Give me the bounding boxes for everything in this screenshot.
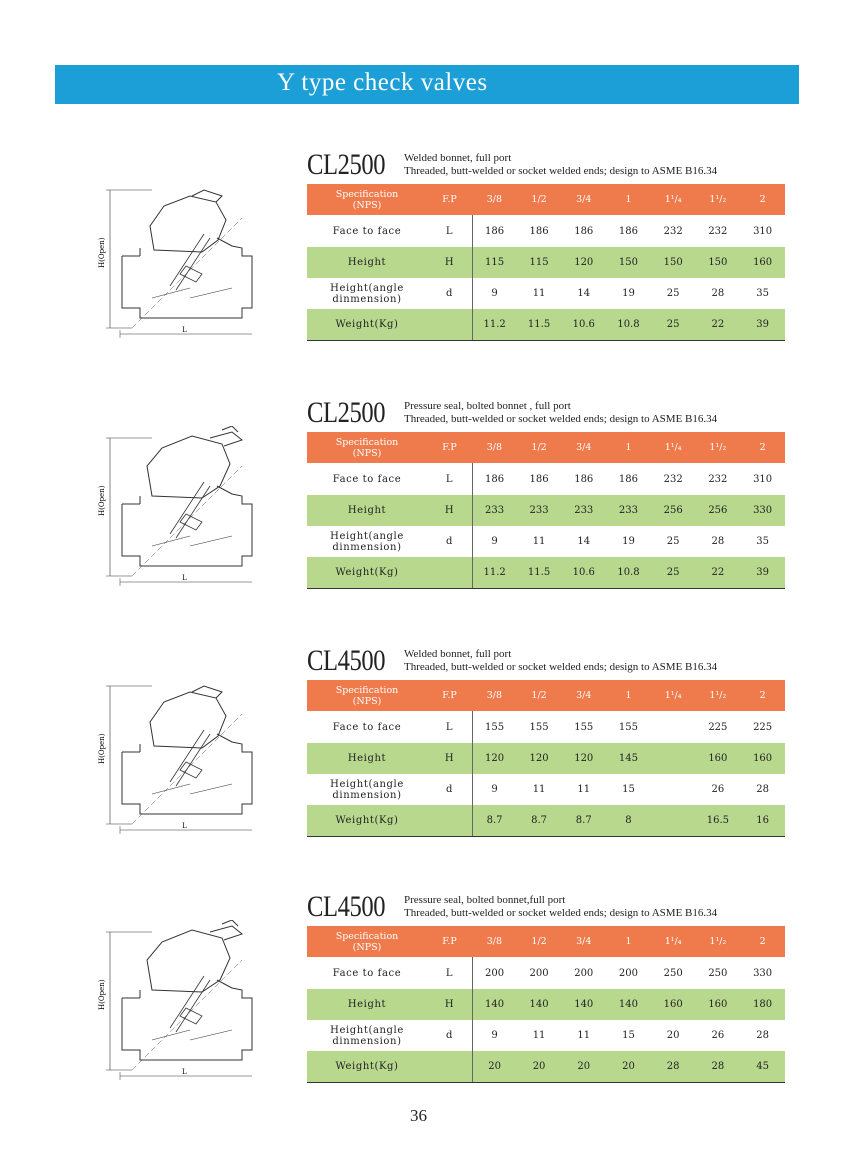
table-cell: 11 bbox=[561, 1020, 606, 1051]
table-cell: 120 bbox=[517, 743, 562, 774]
table-cell bbox=[651, 711, 696, 743]
table-cell: 140 bbox=[561, 989, 606, 1020]
table-row bbox=[307, 957, 785, 989]
size-header: 2 bbox=[740, 926, 785, 957]
table-cell: 39 bbox=[740, 557, 785, 589]
table-cell: 11.5 bbox=[517, 557, 562, 589]
table-cell: 250 bbox=[651, 957, 696, 989]
table-cell: 28 bbox=[696, 278, 741, 309]
size-header: 3/8 bbox=[472, 926, 517, 957]
row-symbol: H bbox=[427, 247, 472, 278]
table-cell: 186 bbox=[606, 463, 651, 495]
table-cell: 25 bbox=[651, 309, 696, 341]
table-cell: 186 bbox=[472, 463, 517, 495]
table-cell: 25 bbox=[651, 557, 696, 589]
height-dimension-label: H(Open) bbox=[98, 237, 106, 268]
table-row bbox=[307, 1051, 785, 1083]
table-cell: 22 bbox=[696, 557, 741, 589]
row-symbol: H bbox=[427, 989, 472, 1020]
fp-header: F.P bbox=[427, 680, 472, 711]
row-symbol: L bbox=[427, 463, 472, 495]
valve-section bbox=[0, 148, 860, 388]
spec-header-row bbox=[307, 432, 785, 463]
table-cell: 9 bbox=[472, 526, 517, 557]
table-cell: 160 bbox=[740, 247, 785, 278]
table-cell: 9 bbox=[472, 1020, 517, 1051]
size-header: 1/2 bbox=[517, 680, 562, 711]
size-header: 1¹/₄ bbox=[651, 680, 696, 711]
table-cell: 14 bbox=[561, 278, 606, 309]
table-cell: 233 bbox=[517, 495, 562, 526]
row-symbol: d bbox=[427, 774, 472, 805]
spec-header-label: Specification (NPS) bbox=[307, 926, 427, 957]
model-description-line2: Threaded, butt-welded or socket welded ends; design to ASME B16.34 bbox=[404, 661, 718, 673]
table-cell: 233 bbox=[606, 495, 651, 526]
table-cell: 330 bbox=[740, 957, 785, 989]
row-symbol: L bbox=[427, 957, 472, 989]
table-cell: 225 bbox=[740, 711, 785, 743]
spec-header-row bbox=[307, 184, 785, 215]
table-cell: 14 bbox=[561, 526, 606, 557]
table-row bbox=[307, 557, 785, 589]
table-cell: 256 bbox=[696, 495, 741, 526]
table-cell: 160 bbox=[696, 743, 741, 774]
row-label: Height(angle dinmension) bbox=[307, 278, 427, 309]
table-row bbox=[307, 278, 785, 309]
table-cell: 15 bbox=[606, 774, 651, 805]
table-cell: 11.5 bbox=[517, 309, 562, 341]
row-symbol: H bbox=[427, 495, 472, 526]
table-cell: 28 bbox=[651, 1051, 696, 1083]
table-cell: 250 bbox=[696, 957, 741, 989]
row-label: Face to face bbox=[307, 215, 427, 247]
table-cell: 233 bbox=[472, 495, 517, 526]
size-header: 1/2 bbox=[517, 926, 562, 957]
size-header: 1¹/₂ bbox=[696, 432, 741, 463]
table-cell: 28 bbox=[696, 526, 741, 557]
table-cell: 25 bbox=[651, 278, 696, 309]
table-cell bbox=[651, 743, 696, 774]
welded-bonnet-y-check-valve-icon bbox=[92, 674, 292, 834]
table-cell: 20 bbox=[561, 1051, 606, 1083]
model-class: CL4500 bbox=[307, 890, 386, 923]
size-header: 2 bbox=[740, 432, 785, 463]
table-cell: 8.7 bbox=[561, 805, 606, 837]
size-header: 1¹/₂ bbox=[696, 926, 741, 957]
valve-section bbox=[0, 890, 860, 1130]
fp-header: F.P bbox=[427, 432, 472, 463]
table-cell: 11 bbox=[517, 278, 562, 309]
row-label: Height(angle dinmension) bbox=[307, 526, 427, 557]
size-header: 1 bbox=[606, 432, 651, 463]
table-cell: 20 bbox=[517, 1051, 562, 1083]
spec-header-row bbox=[307, 680, 785, 711]
spec-header-label: Specification (NPS) bbox=[307, 680, 427, 711]
table-cell: 140 bbox=[517, 989, 562, 1020]
model-description-line2: Threaded, butt-welded or socket welded ends; design to ASME B16.34 bbox=[404, 907, 718, 919]
size-header: 3/4 bbox=[561, 184, 606, 215]
table-cell: 120 bbox=[561, 743, 606, 774]
table-row bbox=[307, 495, 785, 526]
model-class: CL2500 bbox=[307, 396, 386, 429]
height-dimension-label: H(Open) bbox=[98, 979, 106, 1010]
table-cell: 232 bbox=[651, 463, 696, 495]
row-symbol: L bbox=[427, 711, 472, 743]
row-symbol bbox=[427, 805, 472, 837]
model-description-line1: Pressure seal, bolted bonnet , full port bbox=[404, 400, 571, 412]
row-symbol bbox=[427, 309, 472, 341]
row-label: Height bbox=[307, 989, 427, 1020]
row-label: Height bbox=[307, 495, 427, 526]
table-cell: 9 bbox=[472, 774, 517, 805]
table-cell: 186 bbox=[472, 215, 517, 247]
table-cell: 11 bbox=[517, 774, 562, 805]
row-symbol: H bbox=[427, 743, 472, 774]
table-row bbox=[307, 309, 785, 341]
size-header: 3/4 bbox=[561, 432, 606, 463]
valve-section bbox=[0, 396, 860, 636]
model-description-line1: Welded bonnet, full port bbox=[404, 152, 512, 164]
length-dimension-label: L bbox=[182, 1068, 187, 1076]
table-cell: 10.6 bbox=[561, 557, 606, 589]
height-dimension-label: H(Open) bbox=[98, 485, 106, 516]
pressure-seal-y-check-valve-icon bbox=[92, 920, 292, 1080]
height-dimension-label: H(Open) bbox=[98, 733, 106, 764]
table-cell: 10.8 bbox=[606, 557, 651, 589]
page-title: Y type check valves bbox=[277, 69, 488, 96]
table-row bbox=[307, 805, 785, 837]
spec-header-label: Specification (NPS) bbox=[307, 432, 427, 463]
row-label: Face to face bbox=[307, 957, 427, 989]
table-cell: 186 bbox=[561, 215, 606, 247]
table-cell: 19 bbox=[606, 526, 651, 557]
row-label: Height bbox=[307, 743, 427, 774]
row-label: Height(angle dinmension) bbox=[307, 774, 427, 805]
table-row bbox=[307, 463, 785, 495]
table-cell: 28 bbox=[740, 1020, 785, 1051]
size-header: 3/8 bbox=[472, 680, 517, 711]
table-cell: 28 bbox=[696, 1051, 741, 1083]
row-symbol: d bbox=[427, 526, 472, 557]
table-cell: 145 bbox=[606, 743, 651, 774]
table-row bbox=[307, 711, 785, 743]
table-cell: 186 bbox=[561, 463, 606, 495]
spec-table bbox=[307, 432, 785, 589]
table-cell: 155 bbox=[472, 711, 517, 743]
table-cell: 155 bbox=[606, 711, 651, 743]
row-symbol bbox=[427, 1051, 472, 1083]
table-cell: 310 bbox=[740, 215, 785, 247]
table-cell: 155 bbox=[561, 711, 606, 743]
table-cell: 8.7 bbox=[472, 805, 517, 837]
table-cell: 9 bbox=[472, 278, 517, 309]
spec-header-label: Specification (NPS) bbox=[307, 184, 427, 215]
table-cell: 160 bbox=[740, 743, 785, 774]
table-cell: 186 bbox=[517, 215, 562, 247]
spec-header-row bbox=[307, 926, 785, 957]
table-cell: 39 bbox=[740, 309, 785, 341]
table-cell: 8 bbox=[606, 805, 651, 837]
table-cell: 186 bbox=[606, 215, 651, 247]
table-row bbox=[307, 1020, 785, 1051]
size-header: 1/2 bbox=[517, 432, 562, 463]
table-cell: 256 bbox=[651, 495, 696, 526]
row-symbol: d bbox=[427, 278, 472, 309]
table-cell: 225 bbox=[696, 711, 741, 743]
table-cell: 28 bbox=[740, 774, 785, 805]
size-header: 3/8 bbox=[472, 184, 517, 215]
table-cell: 26 bbox=[696, 774, 741, 805]
valve-drawing bbox=[92, 920, 292, 1080]
table-cell: 11 bbox=[561, 774, 606, 805]
size-header: 1 bbox=[606, 680, 651, 711]
table-cell: 16 bbox=[740, 805, 785, 837]
model-class: CL4500 bbox=[307, 644, 386, 677]
title-banner bbox=[55, 65, 799, 104]
spec-table bbox=[307, 680, 785, 837]
row-label: Weight(Kg) bbox=[307, 1051, 427, 1083]
table-cell: 120 bbox=[561, 247, 606, 278]
row-symbol: d bbox=[427, 1020, 472, 1051]
model-description-line2: Threaded, butt-welded or socket welded ends; design to ASME B16.34 bbox=[404, 413, 718, 425]
table-cell: 22 bbox=[696, 309, 741, 341]
size-header: 1¹/₄ bbox=[651, 184, 696, 215]
table-cell: 180 bbox=[740, 989, 785, 1020]
table-cell: 150 bbox=[606, 247, 651, 278]
table-cell: 26 bbox=[696, 1020, 741, 1051]
valve-drawing bbox=[92, 674, 292, 834]
table-cell: 45 bbox=[740, 1051, 785, 1083]
table-cell: 232 bbox=[696, 463, 741, 495]
size-header: 2 bbox=[740, 680, 785, 711]
pressure-seal-y-check-valve-icon bbox=[92, 426, 292, 586]
table-cell: 200 bbox=[472, 957, 517, 989]
table-cell: 115 bbox=[517, 247, 562, 278]
table-cell: 160 bbox=[696, 989, 741, 1020]
valve-drawing bbox=[92, 178, 292, 338]
table-cell: 11 bbox=[517, 1020, 562, 1051]
length-dimension-label: L bbox=[182, 326, 187, 334]
model-description-line2: Threaded, butt-welded or socket welded ends; design to ASME B16.34 bbox=[404, 165, 718, 177]
table-row bbox=[307, 989, 785, 1020]
table-cell: 232 bbox=[651, 215, 696, 247]
table-cell: 11 bbox=[517, 526, 562, 557]
table-cell: 150 bbox=[696, 247, 741, 278]
size-header: 3/4 bbox=[561, 680, 606, 711]
table-cell: 10.6 bbox=[561, 309, 606, 341]
table-cell: 16.5 bbox=[696, 805, 741, 837]
model-class: CL2500 bbox=[307, 148, 386, 181]
table-cell bbox=[651, 774, 696, 805]
row-label: Face to face bbox=[307, 463, 427, 495]
table-cell: 200 bbox=[517, 957, 562, 989]
row-symbol: L bbox=[427, 215, 472, 247]
table-cell: 160 bbox=[651, 989, 696, 1020]
table-cell: 155 bbox=[517, 711, 562, 743]
table-cell bbox=[651, 805, 696, 837]
valve-section bbox=[0, 644, 860, 884]
fp-header: F.P bbox=[427, 926, 472, 957]
table-cell: 115 bbox=[472, 247, 517, 278]
table-cell: 232 bbox=[696, 215, 741, 247]
table-row bbox=[307, 743, 785, 774]
table-cell: 25 bbox=[651, 526, 696, 557]
size-header: 2 bbox=[740, 184, 785, 215]
spec-table bbox=[307, 184, 785, 341]
size-header: 3/4 bbox=[561, 926, 606, 957]
model-description-line1: Welded bonnet, full port bbox=[404, 648, 512, 660]
row-label: Face to face bbox=[307, 711, 427, 743]
table-row bbox=[307, 774, 785, 805]
valve-drawing bbox=[92, 426, 292, 586]
table-cell: 15 bbox=[606, 1020, 651, 1051]
table-cell: 10.8 bbox=[606, 309, 651, 341]
size-header: 1¹/₄ bbox=[651, 432, 696, 463]
row-label: Weight(Kg) bbox=[307, 309, 427, 341]
row-label: Weight(Kg) bbox=[307, 805, 427, 837]
length-dimension-label: L bbox=[182, 822, 187, 830]
table-cell: 20 bbox=[472, 1051, 517, 1083]
table-cell: 8.7 bbox=[517, 805, 562, 837]
size-header: 1¹/₂ bbox=[696, 184, 741, 215]
table-cell: 150 bbox=[651, 247, 696, 278]
model-description-line1: Pressure seal, bolted bonnet,full port bbox=[404, 894, 566, 906]
table-cell: 233 bbox=[561, 495, 606, 526]
size-header: 1¹/₄ bbox=[651, 926, 696, 957]
spec-table bbox=[307, 926, 785, 1083]
table-cell: 140 bbox=[472, 989, 517, 1020]
row-label: Height bbox=[307, 247, 427, 278]
size-header: 1 bbox=[606, 926, 651, 957]
size-header: 3/8 bbox=[472, 432, 517, 463]
table-cell: 20 bbox=[606, 1051, 651, 1083]
row-symbol bbox=[427, 557, 472, 589]
page-number: 36 bbox=[410, 1106, 427, 1125]
table-cell: 11.2 bbox=[472, 557, 517, 589]
table-cell: 200 bbox=[606, 957, 651, 989]
table-cell: 120 bbox=[472, 743, 517, 774]
table-cell: 310 bbox=[740, 463, 785, 495]
table-cell: 19 bbox=[606, 278, 651, 309]
table-row bbox=[307, 526, 785, 557]
table-cell: 186 bbox=[517, 463, 562, 495]
table-cell: 20 bbox=[651, 1020, 696, 1051]
table-cell: 35 bbox=[740, 278, 785, 309]
welded-bonnet-y-check-valve-icon bbox=[92, 178, 292, 338]
table-cell: 330 bbox=[740, 495, 785, 526]
table-row bbox=[307, 215, 785, 247]
table-cell: 11.2 bbox=[472, 309, 517, 341]
table-cell: 35 bbox=[740, 526, 785, 557]
length-dimension-label: L bbox=[182, 574, 187, 582]
table-cell: 140 bbox=[606, 989, 651, 1020]
size-header: 1/2 bbox=[517, 184, 562, 215]
table-row bbox=[307, 247, 785, 278]
size-header: 1 bbox=[606, 184, 651, 215]
table-cell: 200 bbox=[561, 957, 606, 989]
row-label: Height(angle dinmension) bbox=[307, 1020, 427, 1051]
fp-header: F.P bbox=[427, 184, 472, 215]
size-header: 1¹/₂ bbox=[696, 680, 741, 711]
row-label: Weight(Kg) bbox=[307, 557, 427, 589]
